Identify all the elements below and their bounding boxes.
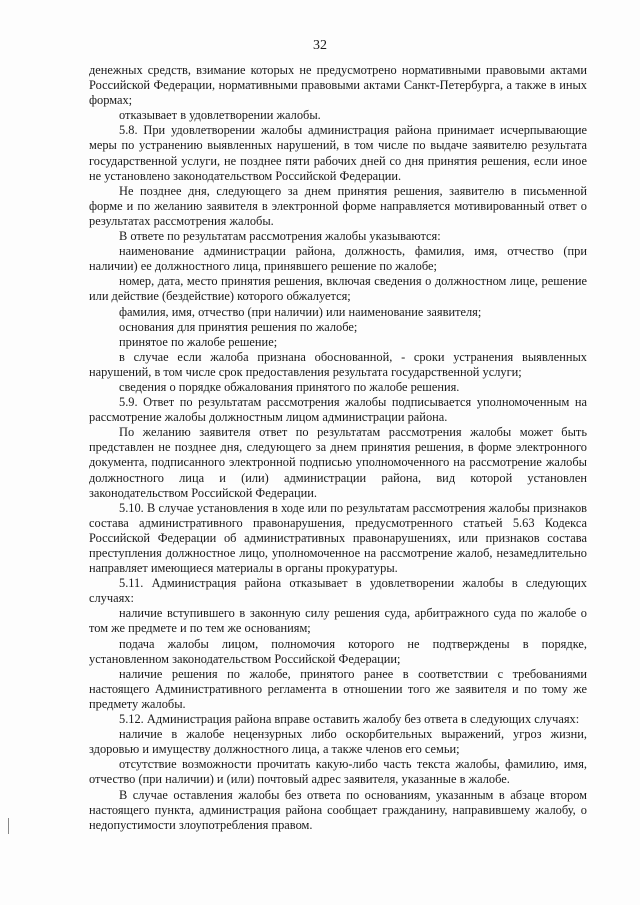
paragraph: 5.10. В случае установления в ходе или по результатам рассмотрения жалобы признаков состава административного правонарушения, предусмотренного статьей 5.63 Кодекса Российской Федерации об административных правонарушениях, или признаков состава преступления должностное лицо, уполномоченное на рассмотрение жалоб, незамедлительно направляет имеющиеся материалы в органы прокуратуры.: [89, 500, 587, 576]
paragraph: в случае если жалоба признана обоснованной, - сроки устранения выявленных нарушений, в том числе срок предоставления результата государственной услуги;: [89, 349, 587, 379]
paragraph: наименование администрации района, должность, фамилия, имя, отчество (при наличии) ее должностного лица, принявшего решение по жалобе;: [89, 244, 587, 274]
paragraph: денежных средств, взимание которых не предусмотрено нормативными правовыми актами Российской Федерации, нормативными правовыми актами Санкт-Петербурга, а также в иных формах;: [89, 63, 587, 108]
paragraph: В ответе по результатам рассмотрения жалобы указываются:: [119, 229, 441, 244]
paragraph: наличие решения по жалобе, принятого ранее в соответствии с требованиями настоящего Административного регламента в отношении того же заявителя и по тому же предмету жалобы.: [89, 666, 587, 711]
document-body: [89, 63, 587, 833]
paragraph: принятое по жалобе решение;: [119, 334, 278, 349]
paragraph: 5.12. Администрация района вправе оставить жалобу без ответа в следующих случаях:: [119, 712, 580, 727]
paragraph: Не позднее дня, следующего за днем принятия решения, заявителю в письменной форме и по желанию заявителя в электронной форме направляется мотивированный ответ о результатах рассмотрения жалобы.: [89, 183, 587, 228]
paragraph: В случае оставления жалобы без ответа по основаниям, указанным в абзаце втором настоящего пункта, администрация района сообщает гражданину, направившему жалобу, о недопустимости злоупотребления правом.: [89, 787, 587, 832]
paragraph: номер, дата, место принятия решения, включая сведения о должностном лице, решение или действие (бездействие) которого обжалуется;: [89, 274, 587, 304]
scan-margin-mark: [8, 818, 9, 834]
paragraph: фамилия, имя, отчество (при наличии) или наименование заявителя;: [119, 304, 482, 319]
paragraph: подача жалобы лицом, полномочия которого не подтверждены в порядке, установленном законодательством Российской Федерации;: [89, 636, 587, 666]
paragraph: наличие в жалобе нецензурных либо оскорбительных выражений, угроз жизни, здоровью и имуществу должностного лица, а также членов его семьи;: [89, 727, 587, 757]
paragraph: 5.8. При удовлетворении жалобы администрация района принимает исчерпывающие меры по устранению выявленных нарушений, в том числе по выдаче заявителю результата государственной услуги, не позднее пяти рабочих дней со дня принятия решения, если иное не установлено законодательством Российской Федерации.: [89, 123, 587, 183]
paragraph: сведения о порядке обжалования принятого по жалобе решения.: [119, 379, 460, 394]
paragraph: наличие вступившего в законную силу решения суда, арбитражного суда по жалобе о том же предмете и по тем же основаниям;: [89, 606, 587, 636]
paragraph: отсутствие возможности прочитать какую-либо часть текста жалобы, фамилию, имя, отчество (при наличии) и (или) почтовый адрес заявителя, указанные в жалобе.: [89, 757, 587, 787]
paragraph: По желанию заявителя ответ по результатам рассмотрения жалобы может быть представлен не позднее дня, следующего за днем принятия решения, в форме электронного документа, подписанного электронной подписью уполномоченного на рассмотрение жалобы должностного лица и (или) администрации района, вид которой установлен законодательством Российской Федерации.: [89, 425, 587, 500]
page-number: 32: [313, 38, 327, 53]
paragraph: 5.9. Ответ по результатам рассмотрения жалобы подписывается уполномоченным на рассмотрение жалобы должностным лицом администрации района.: [89, 395, 587, 425]
paragraph: отказывает в удовлетворении жалобы.: [119, 108, 321, 123]
paragraph: 5.11. Администрация района отказывает в удовлетворении жалобы в следующих случаях:: [89, 576, 587, 606]
paragraph: основания для принятия решения по жалобе;: [119, 319, 358, 334]
